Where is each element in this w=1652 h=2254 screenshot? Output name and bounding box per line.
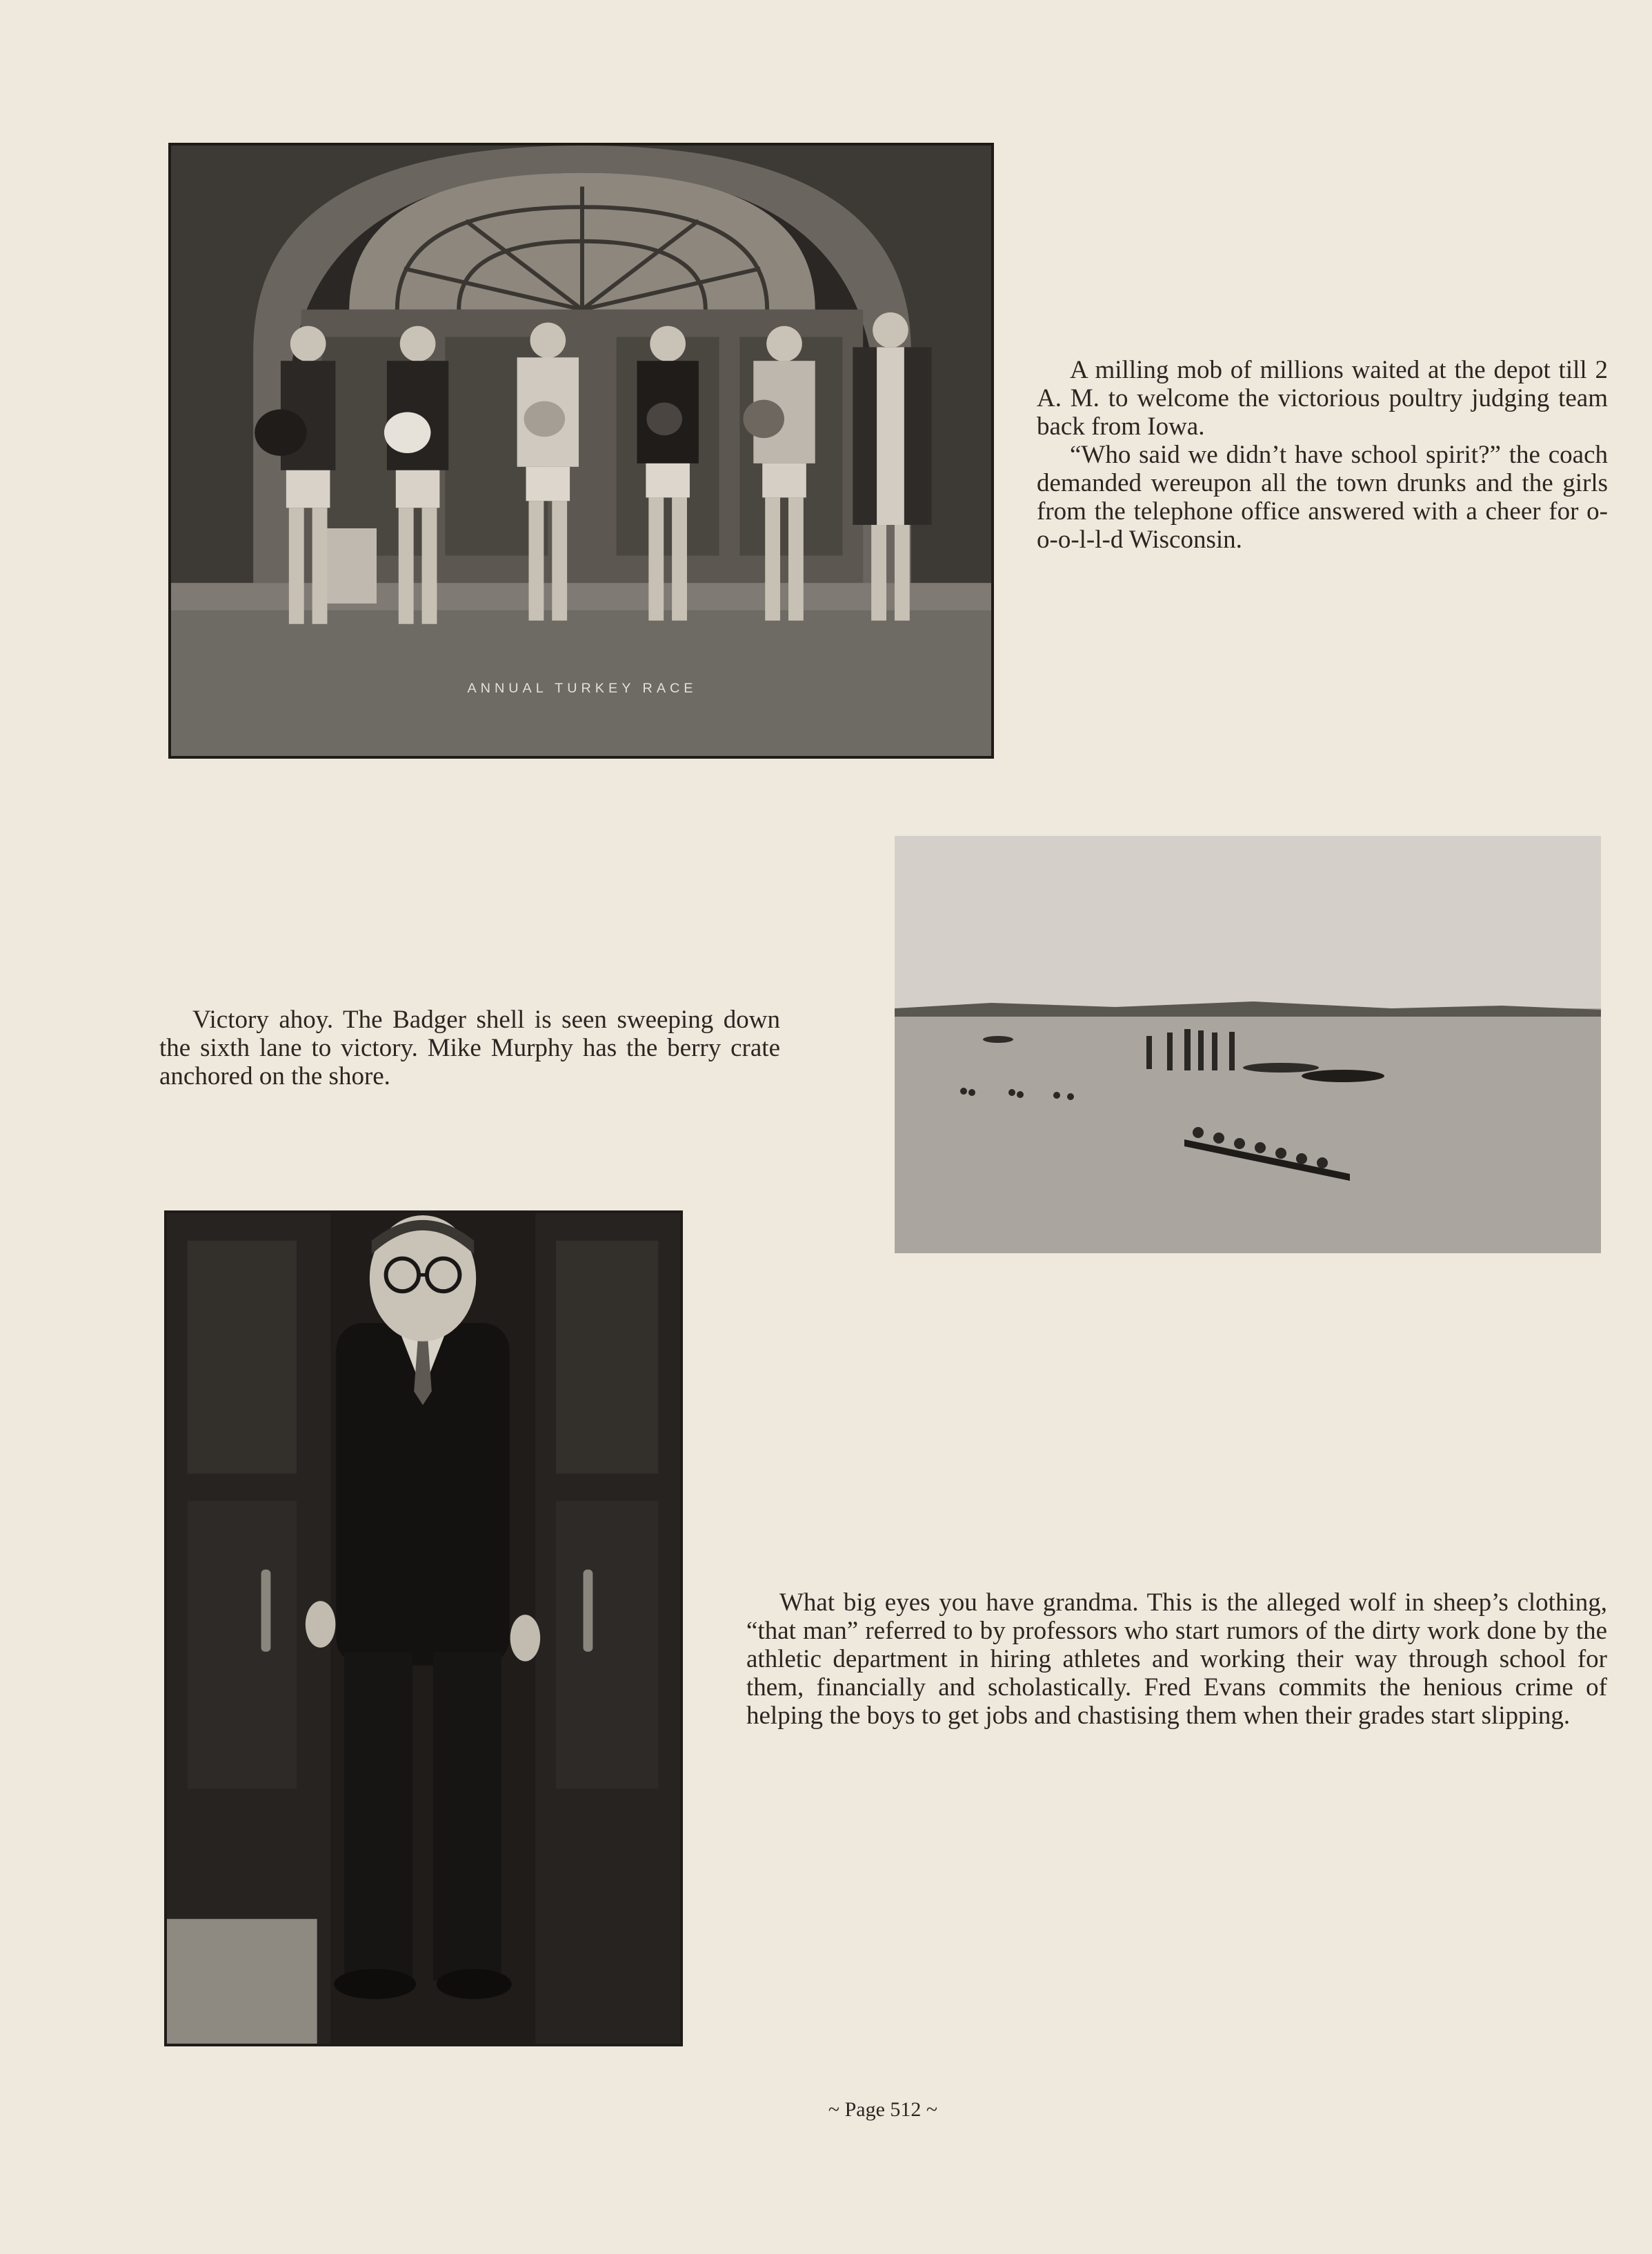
fred-evans-photo [164, 1210, 683, 2046]
turkey-photo-caption [1037, 356, 1608, 554]
fred-evans-photo-caption [746, 1588, 1607, 1730]
turkey-race-inscription: ANNUAL TURKEY RACE [467, 680, 697, 696]
lake-photo-caption [159, 1006, 780, 1090]
turkey-race-photo-image [171, 146, 991, 756]
page-number: ~ Page 512 ~ [828, 2098, 938, 2121]
caption-paragraph: A milling mob of millions waited at the depot till 2 A. M. to welcome the victorious poultry judging team back from Iowa. [1037, 356, 1608, 441]
lake-rowing-photo [895, 836, 1601, 1253]
caption-paragraph: What big eyes you have grandma. This is the alleged wolf in sheep’s clothing, “that man” referred to by professors who start rumors of the dirty work done by the athletic department in hiring athletes and working their way through school for them, financially and scholastically. Fred Evans commits the henious crime of helping the boys to get jobs and chastising them when their grades start slipping. [746, 1588, 1607, 1730]
caption-paragraph: “Who said we didn’t have school spirit?” the coach demanded wereupon all the town drunks and the girls from the telephone office answered with a cheer for o-o-o-l-l-d Wisconsin. [1037, 441, 1608, 554]
lake-rowing-photo-image [895, 836, 1601, 1253]
turkey-race-photo [168, 143, 994, 759]
caption-paragraph: Victory ahoy. The Badger shell is seen sweeping down the sixth lane to victory. Mike Murphy has the berry crate anchored on the shore. [159, 1006, 780, 1090]
fred-evans-photo-image [167, 1213, 680, 2044]
